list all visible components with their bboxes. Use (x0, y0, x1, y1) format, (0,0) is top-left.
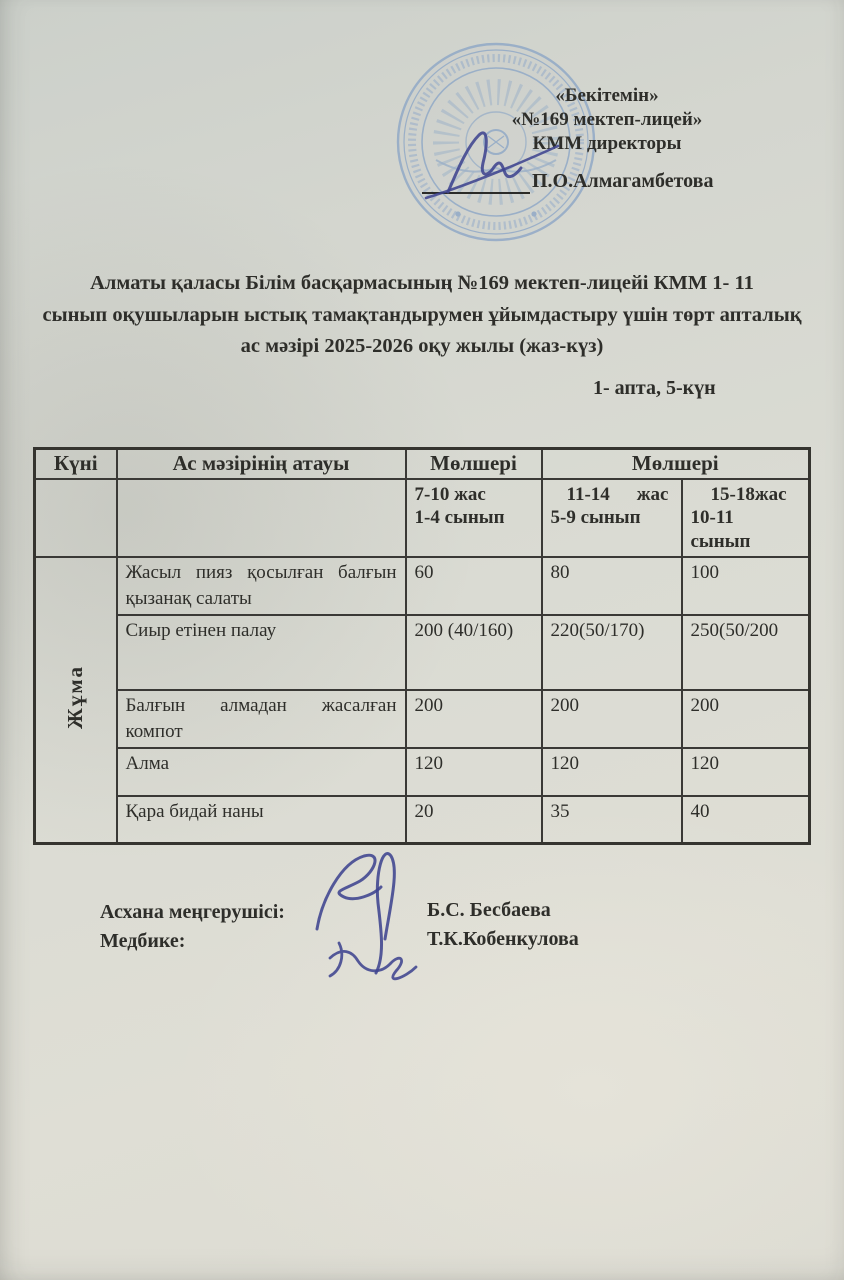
value-cell: 120 (542, 748, 682, 796)
director-signature-ink (418, 118, 574, 210)
menu-table (33, 447, 811, 845)
header-dish: Ас мәзірінің атауы (117, 449, 406, 479)
value-cell: 200 (682, 690, 810, 748)
dish-cell: Алма (117, 748, 406, 796)
title-line-1: Алматы қаласы Білім басқармасының №169 мектеп-лицейі КММ 1- 11 (90, 272, 754, 294)
canteen-manager-name: Б.С. Бесбаева (427, 899, 551, 921)
title-line-3: ас мәзірі 2025-2026 оқу жылы (жаз-күз) (240, 335, 604, 357)
nurse-signature-ink (330, 943, 416, 979)
day-cell (35, 557, 117, 843)
canteen-manager-label: Асхана меңгерушісі: (100, 901, 285, 923)
approval-line-1: «Бекітемін» (555, 85, 659, 106)
title-line-2: сынып оқушыларын ыстық тамақтандырумен ұйымдастыру үшін төрт апталық (42, 303, 802, 326)
value-cell: 220(50/170) (542, 615, 682, 690)
footer-roles (100, 898, 285, 955)
age-group-1: 7-10 жас 1-4 сынып (406, 479, 542, 558)
value-cell: 60 (406, 557, 542, 615)
value-cell: 120 (406, 748, 542, 796)
value-cell: 20 (406, 796, 542, 843)
value-cell: 200 (542, 690, 682, 748)
week-day-label: 1- апта, 5-күн (593, 377, 716, 399)
value-cell: 40 (682, 796, 810, 843)
age-group-2: 11-14 жас 5-9 сынып (542, 479, 682, 558)
canteen-manager-signature-ink (317, 855, 381, 929)
table-row (35, 748, 810, 796)
empty-cell (117, 479, 406, 558)
value-cell: 120 (682, 748, 810, 796)
table-row (35, 796, 810, 843)
dish-cell: Қара бидай наны (117, 796, 406, 843)
approval-line-2: «№169 мектеп-лицей» (511, 109, 703, 130)
director-name: П.О.Алмагамбетова (532, 170, 714, 192)
value-cell: 250(50/200 (682, 615, 810, 690)
table-row (35, 690, 810, 748)
table-row (35, 615, 810, 690)
header-portion-left: Мөлшері (406, 449, 542, 479)
header-day: Күні (35, 449, 117, 479)
value-cell: 100 (682, 557, 810, 615)
nurse-name: Т.К.Кобенкулова (427, 927, 579, 950)
table-header-row (35, 449, 810, 479)
table-age-group-row (35, 479, 810, 558)
age-group-3: 15-18жас 10-11 сынып (682, 479, 810, 558)
nurse-label: Медбике: (100, 929, 186, 952)
footer-signatures-ink (285, 843, 455, 993)
value-cell: 80 (542, 557, 682, 615)
dish-cell: Сиыр етінен палау (117, 615, 406, 690)
dish-cell: Жасыл пияз қосылған балғын қызанақ салаты (117, 557, 406, 615)
document-title (22, 268, 822, 363)
table-row (35, 557, 810, 615)
day-label: Жұма (63, 665, 88, 730)
header-portion-right: Мөлшері (542, 449, 810, 479)
value-cell: 200 (406, 690, 542, 748)
approval-line-3: КММ директоры (532, 133, 682, 154)
empty-cell (35, 479, 117, 558)
value-cell: 35 (542, 796, 682, 843)
value-cell: 200 (40/160) (406, 615, 542, 690)
dish-cell: Балғын алмадан жасалған компот (117, 690, 406, 748)
